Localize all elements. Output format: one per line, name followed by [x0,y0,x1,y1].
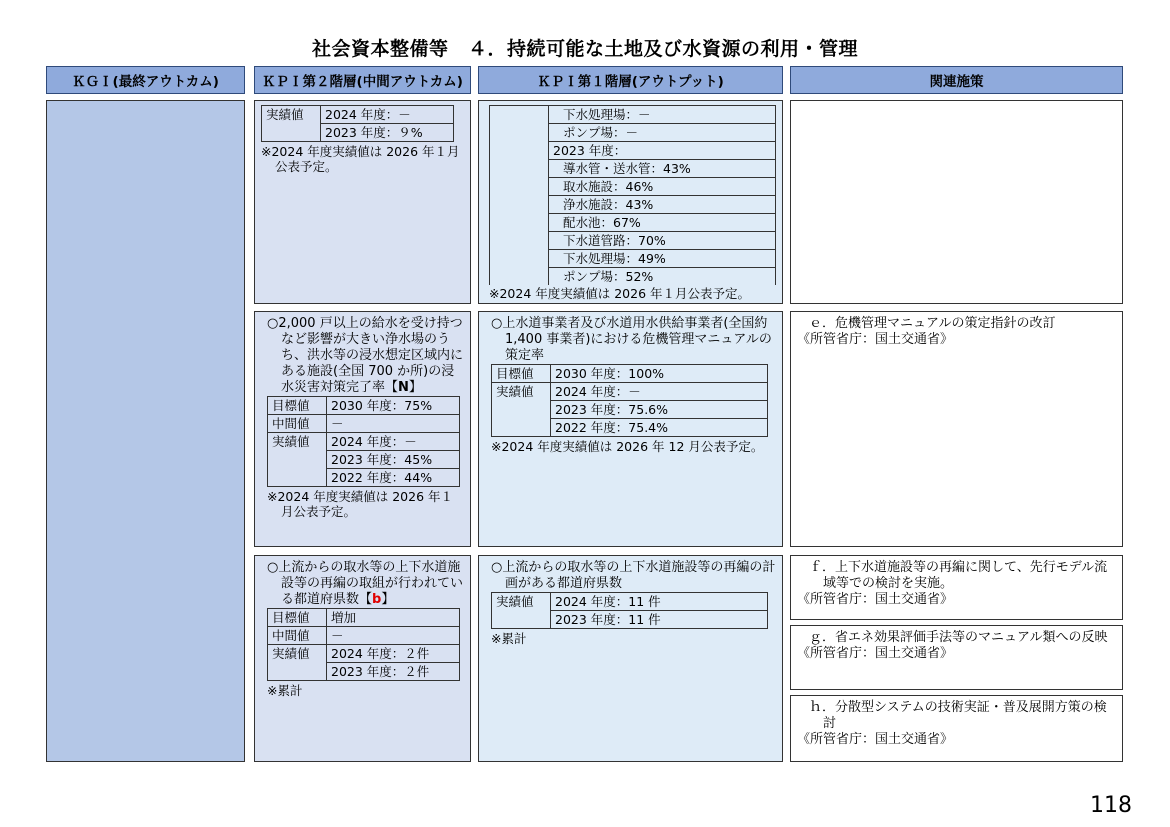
actual-value: 2024 年度：11 件 [551,593,768,611]
note: ※累計 [267,683,303,698]
actual-label: 実績値 [268,433,327,487]
note: ※累計 [491,631,527,646]
note: ※2024 年度実績値は 2026 年１月公表予定。 [267,489,454,519]
header-measures: 関連施策 [790,66,1123,94]
actual-label: 実績値 [492,593,551,629]
value-row: 下水処理場：－ [549,106,776,124]
actual-value: 2023 年度：45% [327,451,460,469]
indicator-text: ○上水道事業者及び水道用水供給事業者(全国約 1,400 事業者)における危機管理マニュアルの策定率 [491,316,772,363]
indicator-tag: N [398,380,409,395]
actual-value: 2022 年度：44% [327,469,460,487]
value-row: 取水施設：46% [549,178,776,196]
value-row: 導水管・送水管：43% [549,160,776,178]
page-title: 社会資本整備等 ４．持続可能な土地及び水資源の利用・管理 [311,38,858,60]
measure-f: ｆ．上下水道施設等の再編に関して、先行モデル流域等での検討を実施。 [809,560,1108,591]
value-row: 配水池：67% [549,214,776,232]
actual-label: 実績値 [268,645,327,681]
indicator-text: ○上流からの取水等の上下水道施設等の再編の取組が行われている都道府県数 [267,560,464,607]
target-value: 増加 [327,609,460,627]
row3-kpi1-values [491,592,768,629]
target-label: 目標値 [268,609,327,627]
target-value: 2030 年度：75% [327,397,460,415]
note: ※2024 年度実績値は 2026 年 12 月公表予定。 [491,439,764,454]
row1-kpi1-values [489,105,776,285]
mid-label: 中間値 [268,415,327,433]
actual-value: 2024 年度：－ [327,433,460,451]
mid-label: 中間値 [268,627,327,645]
value-row: ポンプ場：52% [549,268,776,286]
row3-kpi2-values [267,608,460,681]
measure-g: ｇ．省エネ効果評価手法等のマニュアル類への反映 [809,630,1108,645]
row3-kpi1-cell [478,555,783,762]
value-row: 下水道管路：70% [549,232,776,250]
tag-close: 】 [408,380,422,395]
header-kpi1: ＫＰＩ第１階層(アウトプット) [478,66,783,94]
mid-value: － [327,415,460,433]
tag-open: 【 [359,592,373,607]
actual-value: 2023 年度：75.6% [551,401,768,419]
header-kpi2: ＫＰＩ第２階層(中間アウトカム) [254,66,471,94]
row2-kpi2-cell [254,311,471,547]
note: ※2024 年度実績値は 2026 年１月公表予定。 [489,286,751,301]
page-number: 118 [1090,793,1132,818]
row1-kpi2-values [261,105,454,142]
ministry: 《所管省庁：国土交通省》 [797,332,954,347]
ministry: 《所管省庁：国土交通省》 [797,592,954,607]
row1-kpi1-cell [478,100,783,304]
target-label: 目標値 [492,365,551,383]
actual-value: 2023 年度：２件 [327,663,460,681]
row3-measure-h-cell [790,695,1123,762]
row2-kpi1-values [491,364,768,437]
value-row: ポンプ場：－ [549,124,776,142]
row2-measures-cell [790,311,1123,547]
row1-kpi2-cell [254,100,471,304]
indicator-tag: b [372,592,382,607]
actual-value: 2023 年度：11 件 [551,611,768,629]
row2-kpi2-values [267,396,460,487]
actual-value: 2024 年度：２件 [327,645,460,663]
blank-label [490,106,549,286]
indicator-text: ○上流からの取水等の上下水道施設等の再編の計画がある都道府県数 [491,560,776,591]
actual-value: 2022 年度：75.4% [551,419,768,437]
measure-h: ｈ．分散型システムの技術実証・普及展開方策の検討 [809,700,1107,731]
header-kgi: ＫＧＩ(最終アウトカム) [46,66,245,94]
actual-value: 2024 年度：－ [321,106,454,124]
row3-kpi2-cell [254,555,471,762]
tag-open: 【 [385,380,399,395]
measure-e: ｅ．危機管理マニュアルの策定指針の改訂 [809,316,1056,331]
tag-close: 】 [381,592,395,607]
row2-kpi1-cell [478,311,783,547]
target-label: 目標値 [268,397,327,415]
kgi-column [46,100,245,762]
value-row: 2023 年度： [549,142,776,160]
value-row: 浄水施設：43% [549,196,776,214]
actual-label: 実績値 [492,383,551,437]
note: ※2024 年度実績値は 2026 年１月公表予定。 [261,144,460,174]
indicator-text: ○2,000 戸以上の給水を受け持つなど影響が大きい浄水場のうち、洪水等の浸水想定区域内にある施設(全国 700 か所)の浸水災害対策完了率 [267,316,464,395]
ministry: 《所管省庁：国土交通省》 [797,646,954,661]
row1-measures-cell [790,100,1123,304]
ministry: 《所管省庁：国土交通省》 [797,732,954,747]
actual-value: 2023 年度：９% [321,124,454,142]
row3-measure-g-cell [790,625,1123,690]
row3-measure-f-cell [790,555,1123,620]
mid-value: － [327,627,460,645]
target-value: 2030 年度：100% [551,365,768,383]
actual-label: 実績値 [262,106,321,142]
actual-value: 2024 年度：－ [551,383,768,401]
value-row: 下水処理場：49% [549,250,776,268]
